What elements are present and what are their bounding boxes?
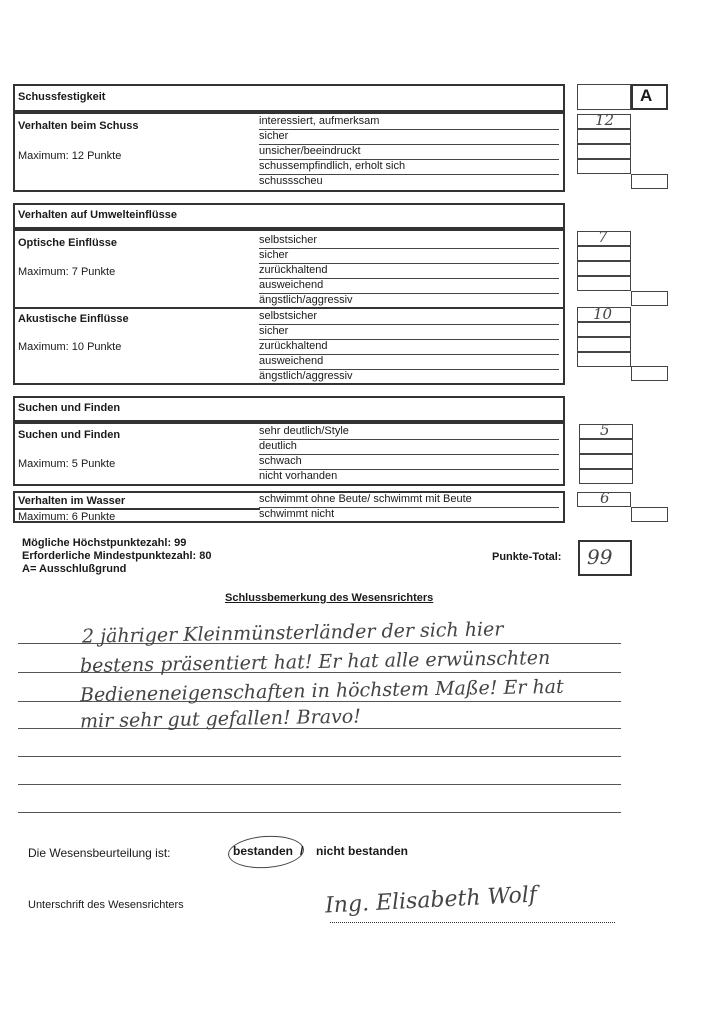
exclusion-box [631,507,668,522]
result-separator: / [300,844,304,858]
result-passed: bestanden [233,844,294,858]
suchen-subtitle: Suchen und Finden [18,429,121,441]
result-label: Die Wesensbeurteilung ist: [28,846,171,860]
akustisch-option: zurückhaltend [259,340,559,355]
wasser-option: schwimmt nicht [259,508,335,520]
ruled-line [18,812,621,813]
score-box [577,261,631,276]
suchen-score: 5 [600,421,610,439]
exclusion-legend: A= Ausschlußgrund [22,563,127,575]
akustisch-subtitle: Akustische Einflüsse [18,313,129,325]
score-box [579,439,633,454]
akustisch-max: Maximum: 10 Punkte [18,341,122,353]
schussfestigkeit-title: Schussfestigkeit [18,91,106,103]
score-box [577,129,631,144]
remark-line: 2 jähriger Kleinmünsterländer der sich hier [81,618,504,648]
schuss-score: 12 [595,111,615,129]
remark-line: Bedieneneigenschaften in höchstem Maße! Er hat [79,675,564,707]
optisch-subtitle: Optische Einflüsse [18,237,118,249]
score-box [577,322,631,337]
optisch-option: ausweichend [259,279,559,294]
wasser-max: Maximum: 6 Punkte [18,511,116,523]
score-box [577,276,631,291]
max-points-text: Mögliche Höchstpunktezahl: 99 [22,537,187,549]
signature: Ing. Elisabeth Wolf [324,882,538,919]
optisch-option: sicher [259,249,559,264]
akustisch-option: ängstlich/aggressiv [259,370,353,382]
akustisch-option: selbstsicher [259,310,559,325]
score-box [577,144,631,159]
exclusion-box [631,291,668,306]
optisch-option: ängstlich/aggressiv [259,294,353,306]
exclusion-box [631,174,668,189]
exclusion-box [631,366,668,381]
wasser-option: schwimmt ohne Beute/ schwimmt mit Beute [259,493,559,508]
wasser-subtitle: Verhalten im Wasser [18,495,126,507]
suchen-option: sehr deutlich/Style [259,425,559,440]
remarks-title: Schlussbemerkung des Wesensrichters [225,592,434,604]
schuss-option: schussempfindlich, erholt sich [259,160,559,175]
passed-circle-mark [227,833,305,870]
schuss-subtitle: Verhalten beim Schuss [18,120,139,132]
suchen-option: deutlich [259,440,559,455]
optisch-score: 7 [598,228,608,246]
suchen-option: schwach [259,455,559,470]
score-box [577,159,631,174]
score-box [579,469,633,484]
signature-line [330,922,615,923]
akustisch-score: 10 [593,305,613,323]
schuss-max: Maximum: 12 Punkte [18,150,122,162]
umwelt-title: Verhalten auf Umwelteinflüsse [18,209,177,221]
score-box [577,337,631,352]
signature-label: Unterschrift des Wesensrichters [28,899,184,911]
suchen-title: Suchen und Finden [18,402,121,414]
score-box [577,246,631,261]
wasser-divider [15,508,260,510]
suchen-max: Maximum: 5 Punkte [18,458,116,470]
ruled-line [18,756,621,757]
schuss-option: schussscheu [259,175,323,187]
ruled-line [18,784,621,785]
score-box [579,454,633,469]
total-label: Punkte-Total: [492,551,562,563]
score-header-box [577,84,631,110]
remark-line: mir sehr gut gefallen! Bravo! [79,705,362,733]
optisch-option: selbstsicher [259,234,559,249]
suchen-option: nicht vorhanden [259,470,338,482]
section-letter: A [640,86,653,105]
result-failed: nicht bestanden [316,844,409,858]
min-points-text: Erforderliche Mindestpunktezahl: 80 [22,550,212,562]
total-value: 99 [587,545,613,569]
remark-line: bestens präsentiert hat! Er hat alle erwünschten [79,646,551,678]
wasser-score: 6 [600,489,610,507]
optisch-option: zurückhaltend [259,264,559,279]
schuss-option: sicher [259,130,559,145]
akustisch-option: ausweichend [259,355,559,370]
schuss-option: unsicher/beeindruckt [259,145,559,160]
schuss-option: interessiert, aufmerksam [259,115,559,130]
akustisch-option: sicher [259,325,559,340]
score-box [577,352,631,367]
optisch-max: Maximum: 7 Punkte [18,266,116,278]
